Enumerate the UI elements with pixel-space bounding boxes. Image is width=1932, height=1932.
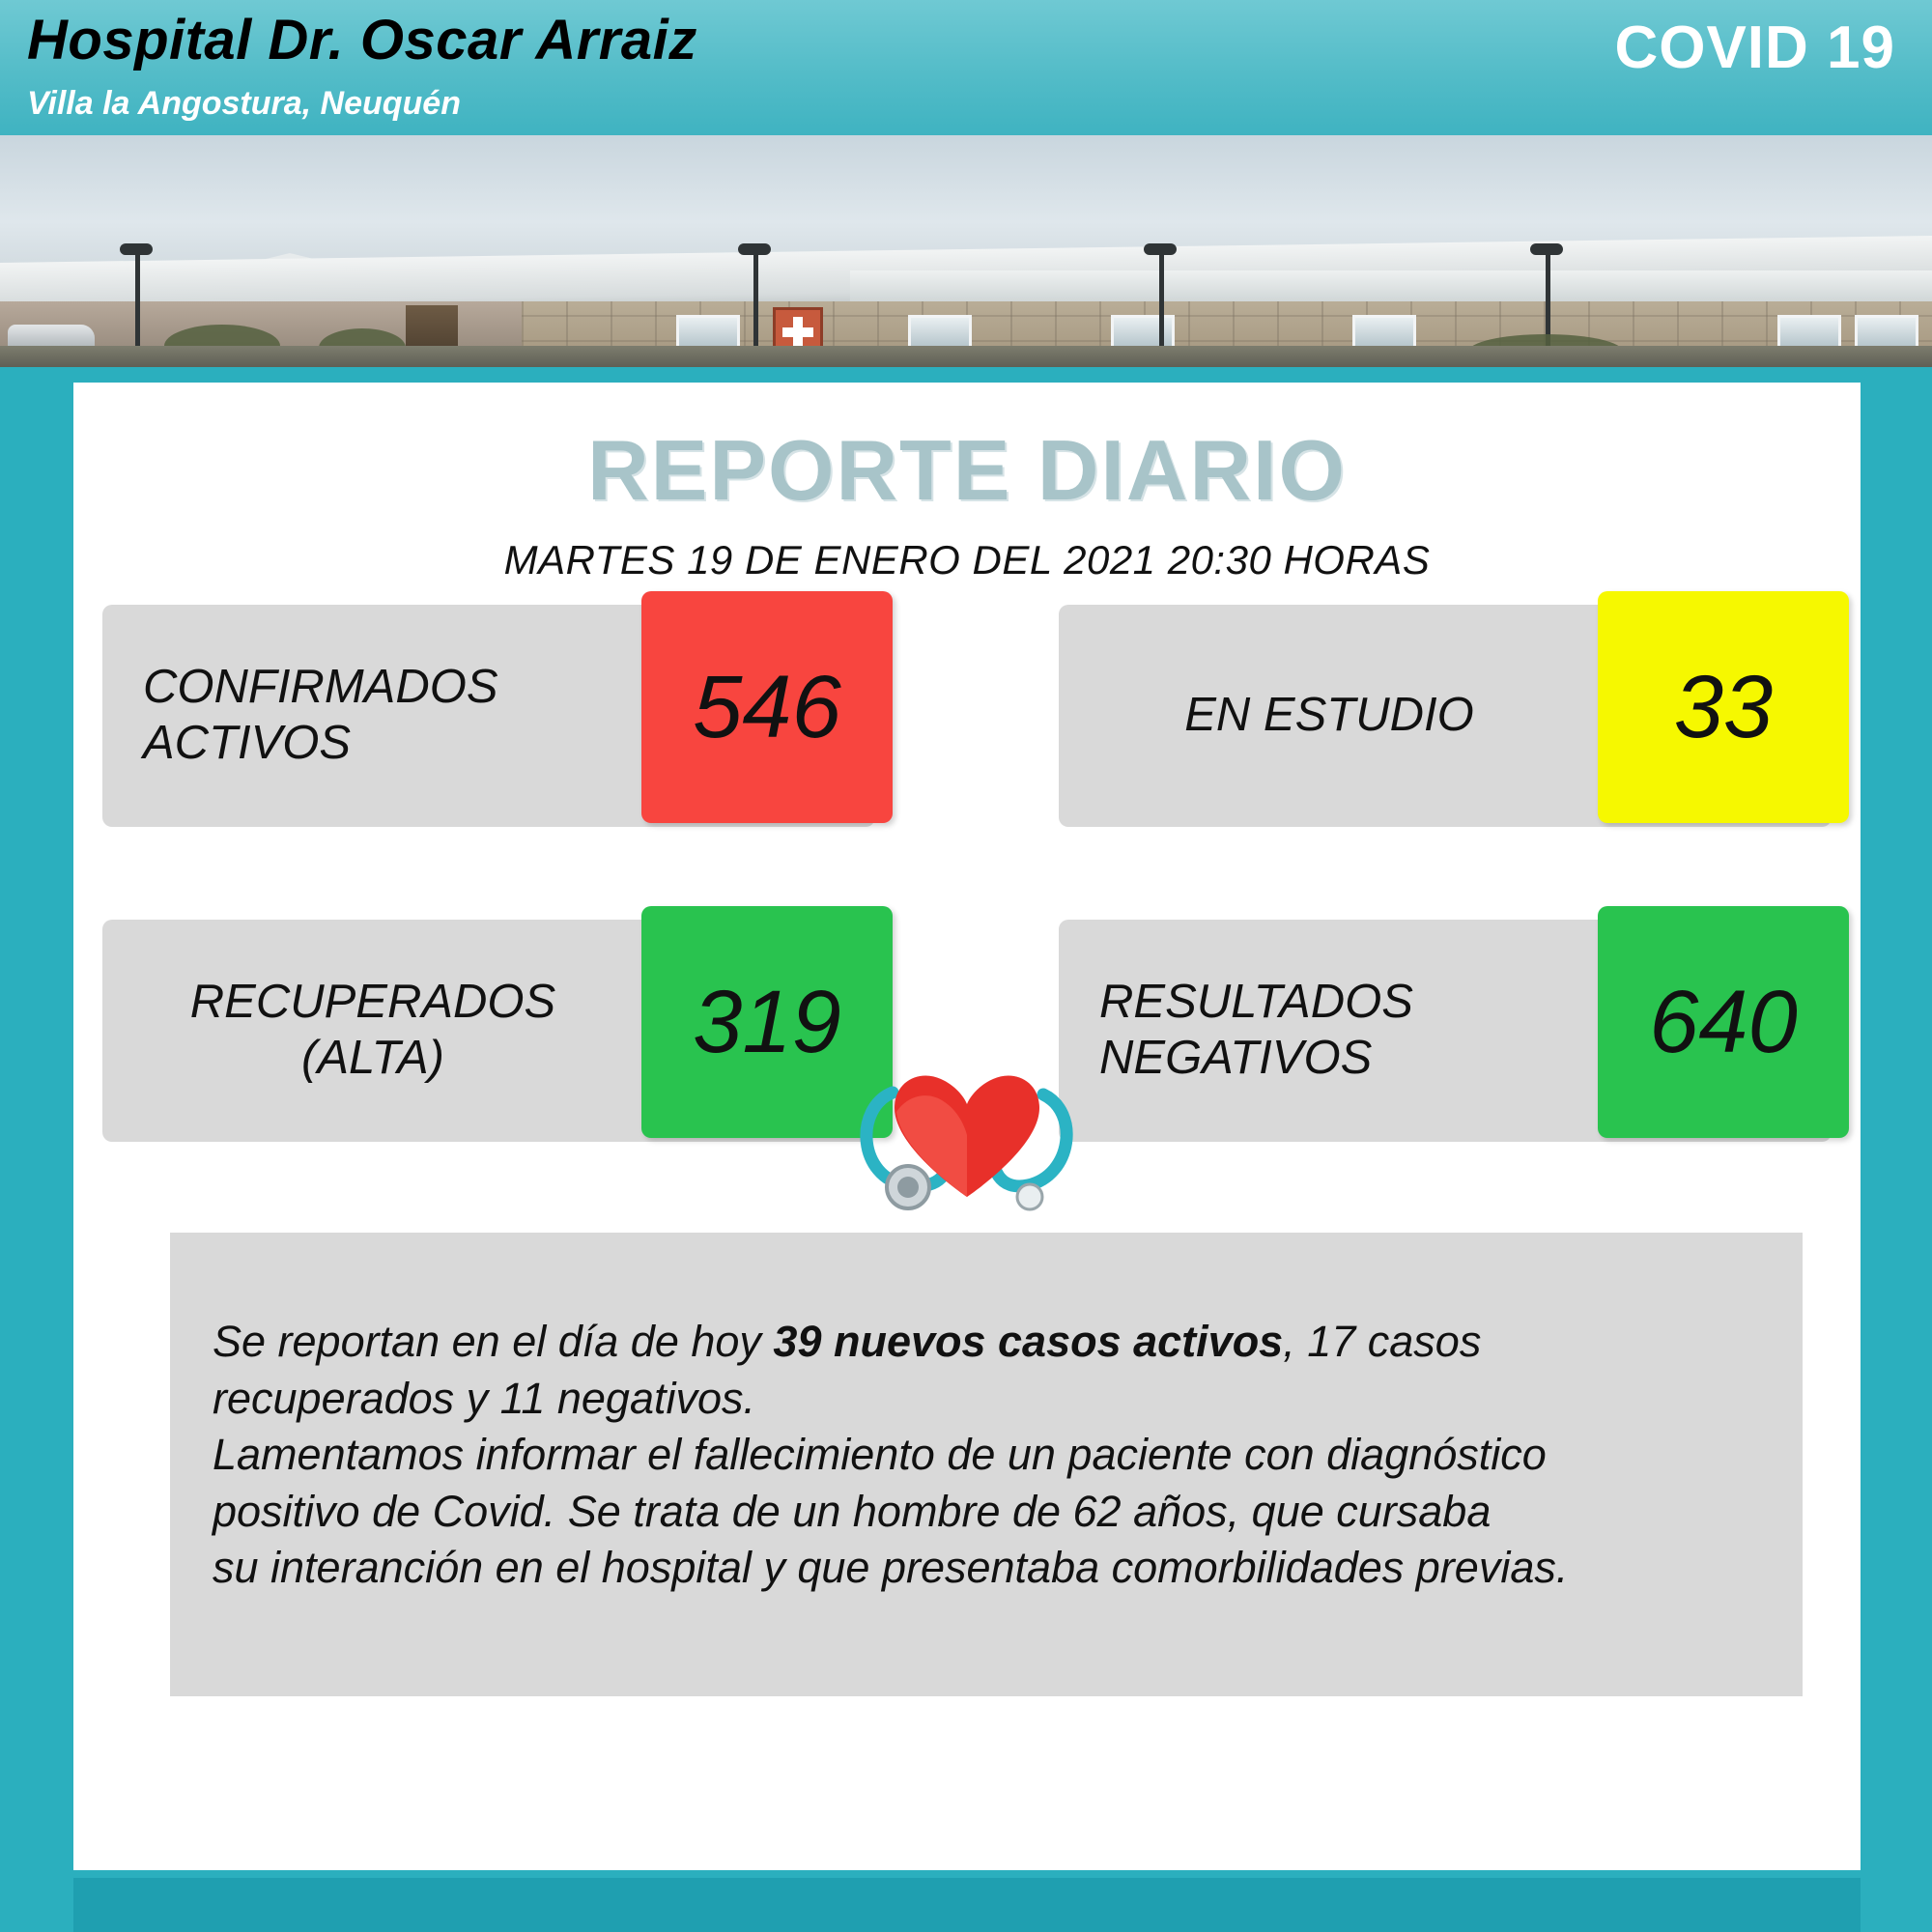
stats-row-1 xyxy=(102,605,1832,827)
heart-stethoscope-svg xyxy=(837,1052,1097,1221)
note-paragraph-4: positivo de Covid. Se trata de un hombre de 62 años, que cursaba xyxy=(213,1486,1492,1536)
bottom-strip xyxy=(73,1878,1861,1932)
note-paragraph-1 xyxy=(213,1314,1758,1371)
hospital-location: Villa la Angostura, Neuquén xyxy=(27,85,461,122)
header-bar xyxy=(0,0,1932,135)
stat-value-recuperados: 319 xyxy=(641,906,893,1138)
note-paragraph-5: su interanción en el hospital y que presentaba comorbilidades previas. xyxy=(213,1543,1569,1592)
stat-en-estudio xyxy=(1059,605,1832,827)
photo-light-pole xyxy=(1159,249,1164,355)
report-card xyxy=(73,383,1861,1870)
note-highlight-new-cases: 39 nuevos casos activos xyxy=(773,1317,1284,1366)
covid-label: COVID 19 xyxy=(1614,14,1895,81)
hospital-name: Hospital Dr. Oscar Arraiz xyxy=(27,9,697,71)
stat-label xyxy=(102,660,643,772)
report-date: MARTES 19 DE ENERO DEL 2021 20:30 HORAS xyxy=(503,537,1431,582)
stat-label: EN ESTUDIO xyxy=(1184,689,1474,742)
photo-light-head xyxy=(1530,243,1563,255)
note-paragraph-2: recuperados y 11 negativos. xyxy=(213,1373,756,1423)
stat-confirmados-activos xyxy=(102,605,875,827)
stat-label-line2: NEGATIVOS xyxy=(1099,1032,1373,1084)
stat-value-resultados-negativos: 640 xyxy=(1598,906,1849,1138)
stat-value-confirmados-activos: 546 xyxy=(641,591,893,823)
note-text-1: Se reportan en el día de hoy xyxy=(213,1317,774,1366)
photo-ground xyxy=(0,346,1932,367)
note-text-2: , 17 casos xyxy=(1283,1317,1482,1366)
photo-light-pole xyxy=(753,249,758,355)
heart-stethoscope-icon xyxy=(73,1049,1861,1223)
photo-light-head xyxy=(120,243,153,255)
stat-label-line2: ACTIVOS xyxy=(143,717,352,769)
photo-light-head xyxy=(1144,243,1177,255)
hospital-photo xyxy=(0,135,1932,367)
stat-label-line1: RECUPERADOS xyxy=(189,976,556,1029)
stat-label-line1: CONFIRMADOS xyxy=(143,661,498,714)
page-title: REPORTE DIARIO xyxy=(587,422,1347,518)
stat-label-line1: RESULTADOS xyxy=(1099,976,1413,1029)
photo-light-head xyxy=(738,243,771,255)
report-note xyxy=(170,1233,1803,1696)
stat-value-en-estudio: 33 xyxy=(1598,591,1849,823)
stat-label-line2: (ALTA) xyxy=(301,1032,444,1084)
note-paragraph-3: Lamentamos informar el fallecimiento de un paciente con diagnóstico xyxy=(213,1430,1547,1479)
photo-light-pole xyxy=(135,249,140,355)
